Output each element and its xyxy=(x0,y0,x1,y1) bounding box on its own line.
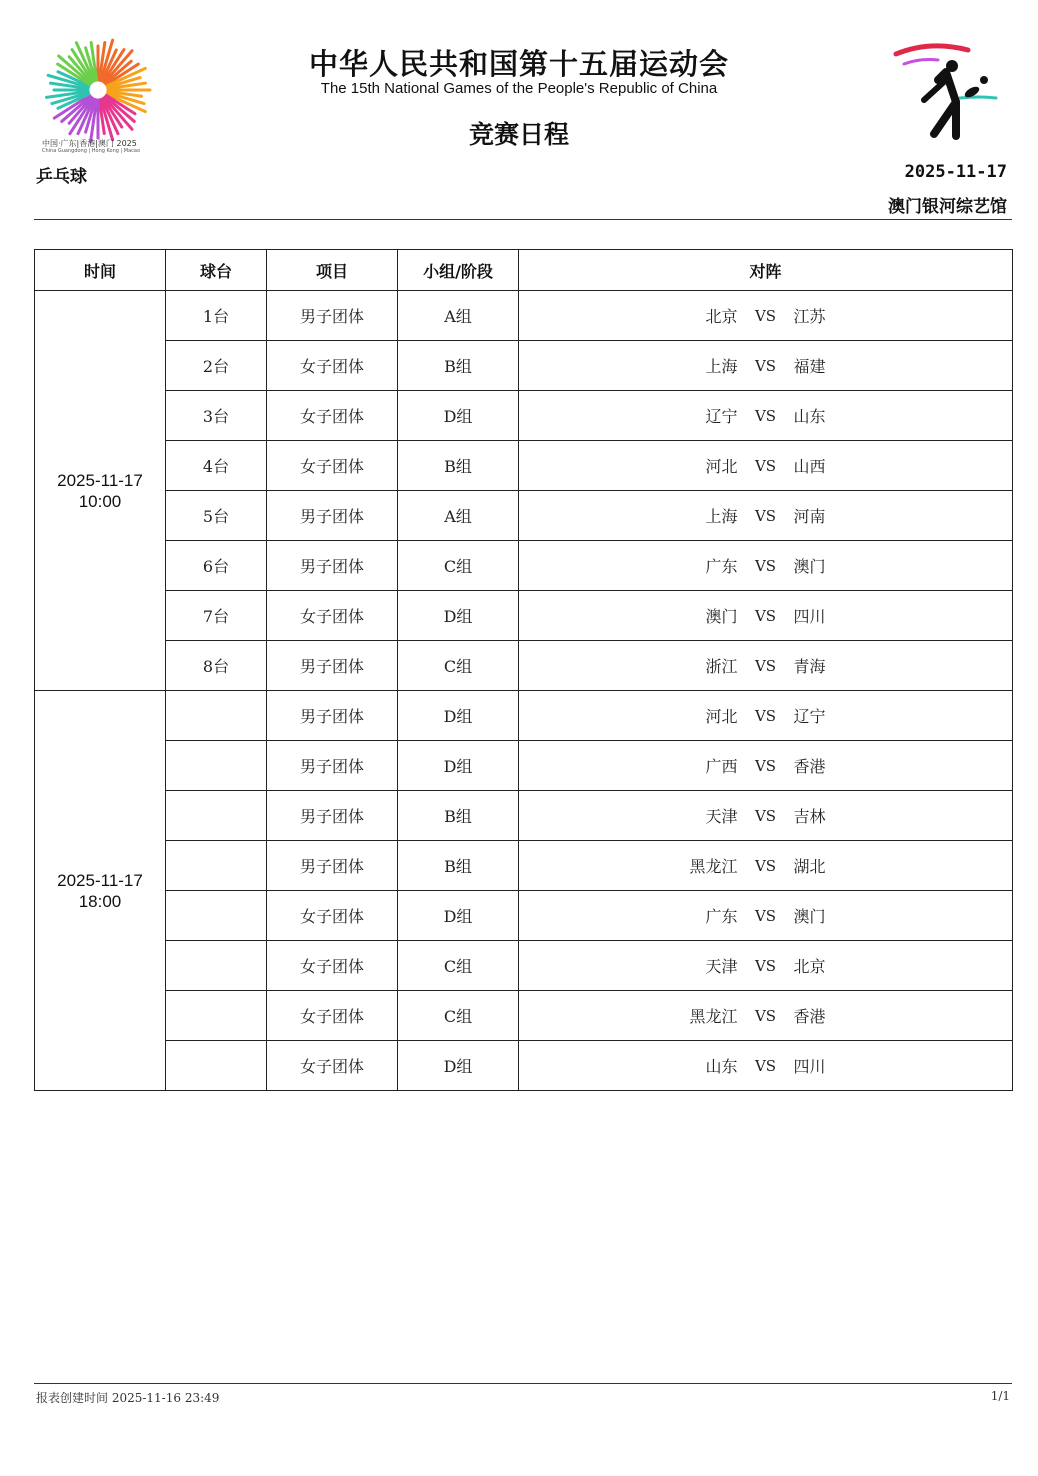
event-name: 女子团体 xyxy=(267,891,398,941)
venue-name: 澳门银河综艺馆 xyxy=(888,197,1007,217)
vs-label: VS xyxy=(754,306,777,325)
team-a: 河北 xyxy=(705,457,738,476)
team-a: 上海 xyxy=(705,357,738,376)
team-b: 四川 xyxy=(793,1057,826,1076)
team-a: 广东 xyxy=(705,557,738,576)
table-number: 4台 xyxy=(166,441,267,491)
table-row xyxy=(35,941,1013,991)
event-name: 女子团体 xyxy=(267,591,398,641)
group-stage: C组 xyxy=(398,941,519,991)
matchup-cell xyxy=(519,791,1013,841)
event-name: 女子团体 xyxy=(267,941,398,991)
header-matchup: 对阵 xyxy=(519,250,1013,291)
group-stage: A组 xyxy=(398,491,519,541)
event-name: 男子团体 xyxy=(267,291,398,341)
vs-label: VS xyxy=(754,456,777,475)
vs-label: VS xyxy=(754,956,777,975)
session-date: 2025-11-17 xyxy=(57,870,143,890)
table-number: 1台 xyxy=(166,291,267,341)
vs-label: VS xyxy=(754,1056,777,1075)
matchup-cell xyxy=(519,591,1013,641)
vs-label: VS xyxy=(754,806,777,825)
matchup-cell xyxy=(519,891,1013,941)
table-number: 5台 xyxy=(166,491,267,541)
group-stage: C组 xyxy=(398,541,519,591)
group-stage: A组 xyxy=(398,291,519,341)
team-b: 江苏 xyxy=(793,307,826,326)
table-row xyxy=(35,891,1013,941)
team-a: 黑龙江 xyxy=(689,857,738,876)
team-a: 北京 xyxy=(705,307,738,326)
matchup-cell xyxy=(519,541,1013,591)
event-name: 男子团体 xyxy=(267,691,398,741)
table-number: 7台 xyxy=(166,591,267,641)
sport-name: 乒乓球 xyxy=(36,167,87,187)
matchup-cell xyxy=(519,291,1013,341)
table-row xyxy=(35,441,1013,491)
logo-caption-en: China Guangdong | Hong Kong | Macao xyxy=(42,148,141,154)
session-time: 10:00 xyxy=(78,491,122,511)
team-b: 河南 xyxy=(793,507,826,526)
team-a: 黑龙江 xyxy=(689,1007,738,1026)
table-number xyxy=(166,741,267,791)
event-name: 男子团体 xyxy=(267,741,398,791)
team-b: 山东 xyxy=(793,407,826,426)
event-name: 男子团体 xyxy=(267,841,398,891)
group-stage: B组 xyxy=(398,441,519,491)
team-b: 香港 xyxy=(793,1007,826,1026)
table-row xyxy=(35,1041,1013,1091)
matchup-cell xyxy=(519,441,1013,491)
table-row xyxy=(35,341,1013,391)
vs-label: VS xyxy=(754,556,777,575)
event-name: 女子团体 xyxy=(267,991,398,1041)
vs-label: VS xyxy=(754,906,777,925)
team-b: 北京 xyxy=(793,957,826,976)
vs-label: VS xyxy=(754,506,777,525)
team-b: 福建 xyxy=(793,357,826,376)
group-stage: B组 xyxy=(398,341,519,391)
vs-label: VS xyxy=(754,606,777,625)
footer-divider xyxy=(34,1383,1012,1384)
group-stage: C组 xyxy=(398,991,519,1041)
table-row xyxy=(35,991,1013,1041)
matchup-cell xyxy=(519,391,1013,441)
event-name: 女子团体 xyxy=(267,341,398,391)
table-row xyxy=(35,741,1013,791)
session-time: 18:00 xyxy=(78,891,122,911)
table-tennis-pictogram-icon xyxy=(890,40,1002,140)
table-number xyxy=(166,791,267,841)
team-b: 湖北 xyxy=(793,857,826,876)
group-stage: B组 xyxy=(398,841,519,891)
group-stage: D组 xyxy=(398,741,519,791)
schedule-date: 2025-11-17 xyxy=(904,162,1007,182)
table-row xyxy=(35,791,1013,841)
group-stage: B组 xyxy=(398,791,519,841)
table-row xyxy=(35,641,1013,691)
vs-label: VS xyxy=(754,706,777,725)
session-time-cell xyxy=(35,291,166,691)
vs-label: VS xyxy=(754,406,777,425)
table-number: 3台 xyxy=(166,391,267,441)
team-a: 山东 xyxy=(705,1057,738,1076)
title-english: The 15th National Games of the People's Republic of China xyxy=(320,80,718,97)
team-a: 澳门 xyxy=(705,607,738,626)
event-name: 男子团体 xyxy=(267,791,398,841)
document-subtitle: 竞赛日程 xyxy=(468,120,569,149)
table-number xyxy=(166,841,267,891)
table-number xyxy=(166,1041,267,1091)
event-name: 男子团体 xyxy=(267,491,398,541)
team-a: 辽宁 xyxy=(705,407,738,426)
team-b: 青海 xyxy=(793,657,826,676)
matchup-cell xyxy=(519,1041,1013,1091)
table-row xyxy=(35,491,1013,541)
table-row xyxy=(35,391,1013,441)
table-number xyxy=(166,941,267,991)
matchup-cell xyxy=(519,741,1013,791)
matchup-cell xyxy=(519,941,1013,991)
event-name: 男子团体 xyxy=(267,641,398,691)
group-stage: D组 xyxy=(398,691,519,741)
team-a: 天津 xyxy=(705,957,738,976)
matchup-cell xyxy=(519,691,1013,741)
event-name: 女子团体 xyxy=(267,441,398,491)
group-stage: C组 xyxy=(398,641,519,691)
table-number xyxy=(166,891,267,941)
team-a: 上海 xyxy=(705,507,738,526)
team-b: 澳门 xyxy=(793,907,826,926)
team-a: 河北 xyxy=(705,707,738,726)
table-row xyxy=(35,541,1013,591)
vs-label: VS xyxy=(754,856,777,875)
team-b: 澳门 xyxy=(793,557,826,576)
logo-caption: 中国·广东|香港|澳门 2025 xyxy=(42,139,137,148)
matchup-cell xyxy=(519,341,1013,391)
group-stage: D组 xyxy=(398,891,519,941)
report-created-time: 报表创建时间 2025-11-16 23:49 xyxy=(36,1391,220,1405)
matchup-cell xyxy=(519,641,1013,691)
event-name: 男子团体 xyxy=(267,541,398,591)
team-a: 浙江 xyxy=(705,657,738,676)
header-event: 项目 xyxy=(267,250,398,291)
table-number: 6台 xyxy=(166,541,267,591)
table-number xyxy=(166,991,267,1041)
table-number: 2台 xyxy=(166,341,267,391)
table-header-row xyxy=(35,250,1013,291)
page-number: 1/1 xyxy=(990,1389,1010,1403)
group-stage: D组 xyxy=(398,591,519,641)
team-a: 天津 xyxy=(705,807,738,826)
team-a: 广东 xyxy=(705,907,738,926)
event-name: 女子团体 xyxy=(267,1041,398,1091)
header-group: 小组/阶段 xyxy=(398,250,519,291)
group-stage: D组 xyxy=(398,391,519,441)
vs-label: VS xyxy=(754,356,777,375)
header-table: 球台 xyxy=(166,250,267,291)
team-b: 山西 xyxy=(793,457,826,476)
table-row xyxy=(35,841,1013,891)
table-row xyxy=(35,691,1013,741)
vs-label: VS xyxy=(754,656,777,675)
vs-label: VS xyxy=(754,1006,777,1025)
vs-label: VS xyxy=(754,756,777,775)
header-time: 时间 xyxy=(35,250,166,291)
table-row xyxy=(35,291,1013,341)
team-a: 广西 xyxy=(705,757,738,776)
title-chinese: 中华人民共和国第十五届运动会 xyxy=(308,47,729,81)
team-b: 香港 xyxy=(793,757,826,776)
matchup-cell xyxy=(519,841,1013,891)
team-b: 吉林 xyxy=(793,807,826,826)
table-row xyxy=(35,591,1013,641)
matchup-cell xyxy=(519,991,1013,1041)
schedule-table xyxy=(34,249,1013,1091)
table-number xyxy=(166,691,267,741)
header-divider xyxy=(34,219,1012,220)
team-b: 四川 xyxy=(793,607,826,626)
event-name: 女子团体 xyxy=(267,391,398,441)
session-date: 2025-11-17 xyxy=(57,470,143,490)
session-time-cell xyxy=(35,691,166,1091)
group-stage: D组 xyxy=(398,1041,519,1091)
team-b: 辽宁 xyxy=(793,707,826,726)
matchup-cell xyxy=(519,491,1013,541)
table-number: 8台 xyxy=(166,641,267,691)
